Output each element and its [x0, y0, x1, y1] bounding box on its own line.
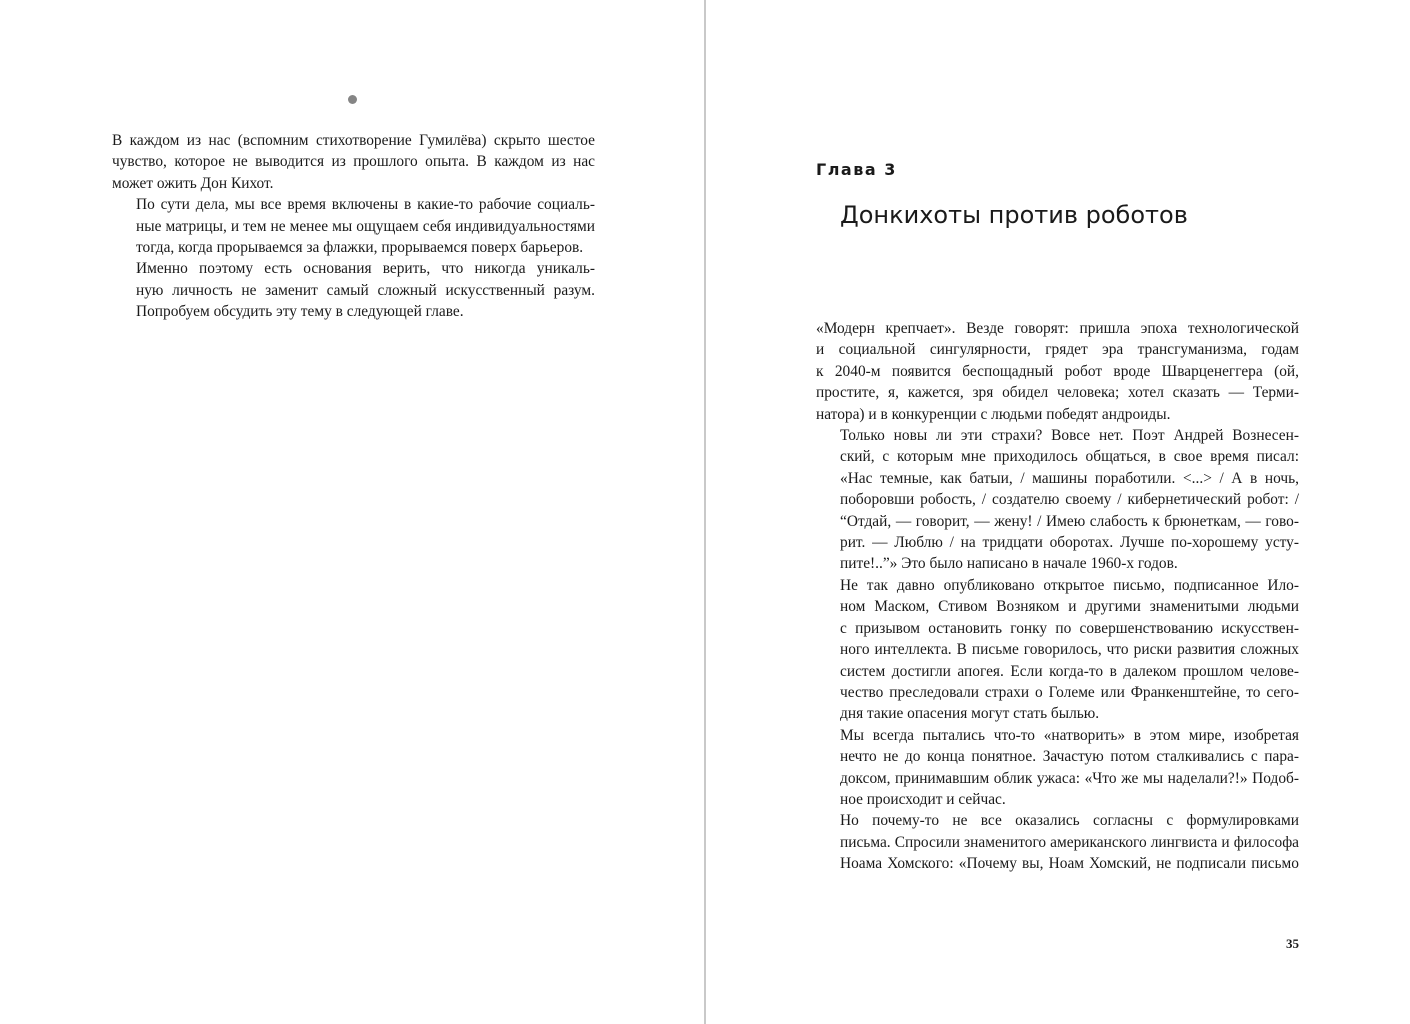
text-line: поборовши робость, / создателю своему / кибернетический робот: /	[840, 491, 1299, 509]
paragraph	[112, 194, 595, 258]
text-line: Попробуем обсудить эту тему в следующей главе.	[136, 303, 464, 321]
text-line: ский, с которым мне приходилось общаться, в свое время писал:	[840, 448, 1299, 466]
text-line: Ноама Хомского: «Почему вы, Ноам Хомский, не подписали письмо	[840, 855, 1299, 873]
text-line: ную личность не заменит самый сложный искусственный разум.	[136, 281, 595, 299]
text-line: ного интеллекта. В письме говорилось, что риски развития сложных	[840, 641, 1299, 659]
text-line: Но почему-то не все оказались согласны с формулировками	[840, 812, 1299, 830]
paragraph	[816, 725, 1299, 811]
text-line: доксом, принимавшим облик ужаса: «Что же мы наделали?!» Подоб-	[840, 769, 1299, 787]
text-line: Только новы ли эти страхи? Вовсе нет. Поэт Андрей Вознесен-	[840, 427, 1299, 445]
paragraph	[816, 318, 1299, 425]
paragraph	[112, 258, 595, 322]
text-line: В каждом из нас (вспомним стихотворение Гумилёва) скрыто шестое	[112, 132, 595, 149]
text-line: с призывом остановить гонку по совершенствованию искусствен-	[840, 619, 1299, 637]
left-page-body	[112, 130, 595, 323]
text-line: может ожить Дон Кихот.	[112, 174, 274, 192]
text-line: Не так давно опубликовано открытое письмо, подписанное Ило-	[840, 576, 1299, 594]
text-line: рит. — Люблю / на тридцати оборотах. Лучше по-хорошему усту-	[840, 534, 1299, 552]
left-page	[0, 0, 704, 1024]
text-line: пите!..”» Это было написано в начале 1960-х годов.	[840, 555, 1178, 573]
text-line: к 2040-м появится беспощадный робот вроде Шварценеггера (ой,	[816, 362, 1299, 380]
paragraph	[816, 810, 1299, 874]
text-line: чувство, которое не выводится из прошлого опыта. В каждом из нас	[112, 153, 595, 171]
text-line: ное происходит и сейчас.	[840, 790, 1006, 808]
chapter-label: Глава 3	[816, 160, 897, 179]
text-line: По сути дела, мы все время включены в какие-то рабочие социаль-	[136, 196, 595, 214]
text-line: тогда, когда прорываемся за флажки, прорываемся поверх барьеров.	[136, 239, 584, 257]
text-line: «Нас темные, как батыи, / машины поработили. <...> / А в ночь,	[840, 469, 1299, 487]
text-line: систем достигли апогея. Если когда-то в далеком прошлом челове-	[840, 662, 1299, 680]
text-line: простите, я, кажется, зря обидел человека; хотел сказать — Терми-	[816, 384, 1299, 402]
text-line: Мы всегда пытались что-то «натворить» в этом мире, изобретая	[840, 726, 1299, 744]
text-line: дня такие опасения могут стать былью.	[840, 705, 1100, 723]
text-line: Именно поэтому есть основания верить, что никогда уникаль-	[136, 260, 595, 278]
text-line: письма. Спросили знаменитого американского лингвиста и философа	[840, 833, 1299, 851]
page-number: 35	[1286, 936, 1299, 951]
text-line: «Модерн крепчает». Везде говорят: пришла эпоха технологической	[816, 320, 1299, 337]
right-page-body	[816, 318, 1299, 875]
paragraph	[816, 425, 1299, 575]
paragraph	[816, 575, 1299, 725]
section-ornament-dot	[348, 95, 357, 104]
right-page	[706, 0, 1410, 1024]
text-line: ном Маском, Стивом Возняком и другими знаменитыми людьми	[840, 598, 1299, 616]
text-line: натора) и в конкуренции с людьми победят андроиды.	[816, 405, 1171, 423]
paragraph	[112, 130, 595, 194]
text-line: “Отдай, — говорит, — жену! / Имею слабость к брюнеткам, — гово-	[840, 512, 1299, 530]
chapter-title: Донкихоты против роботов	[840, 201, 1188, 229]
text-line: ные матрицы, и тем не менее мы ощущаем себя индивидуальностями	[136, 217, 595, 235]
text-line: и социальной сингулярности, грядет эра трансгуманизма, годам	[816, 341, 1299, 359]
text-line: чество преследовали страхи о Големе или Франкенштейне, то сего-	[840, 683, 1299, 701]
text-line: нечто не до конца понятное. Зачастую потом сталкивались с пара-	[840, 748, 1299, 766]
